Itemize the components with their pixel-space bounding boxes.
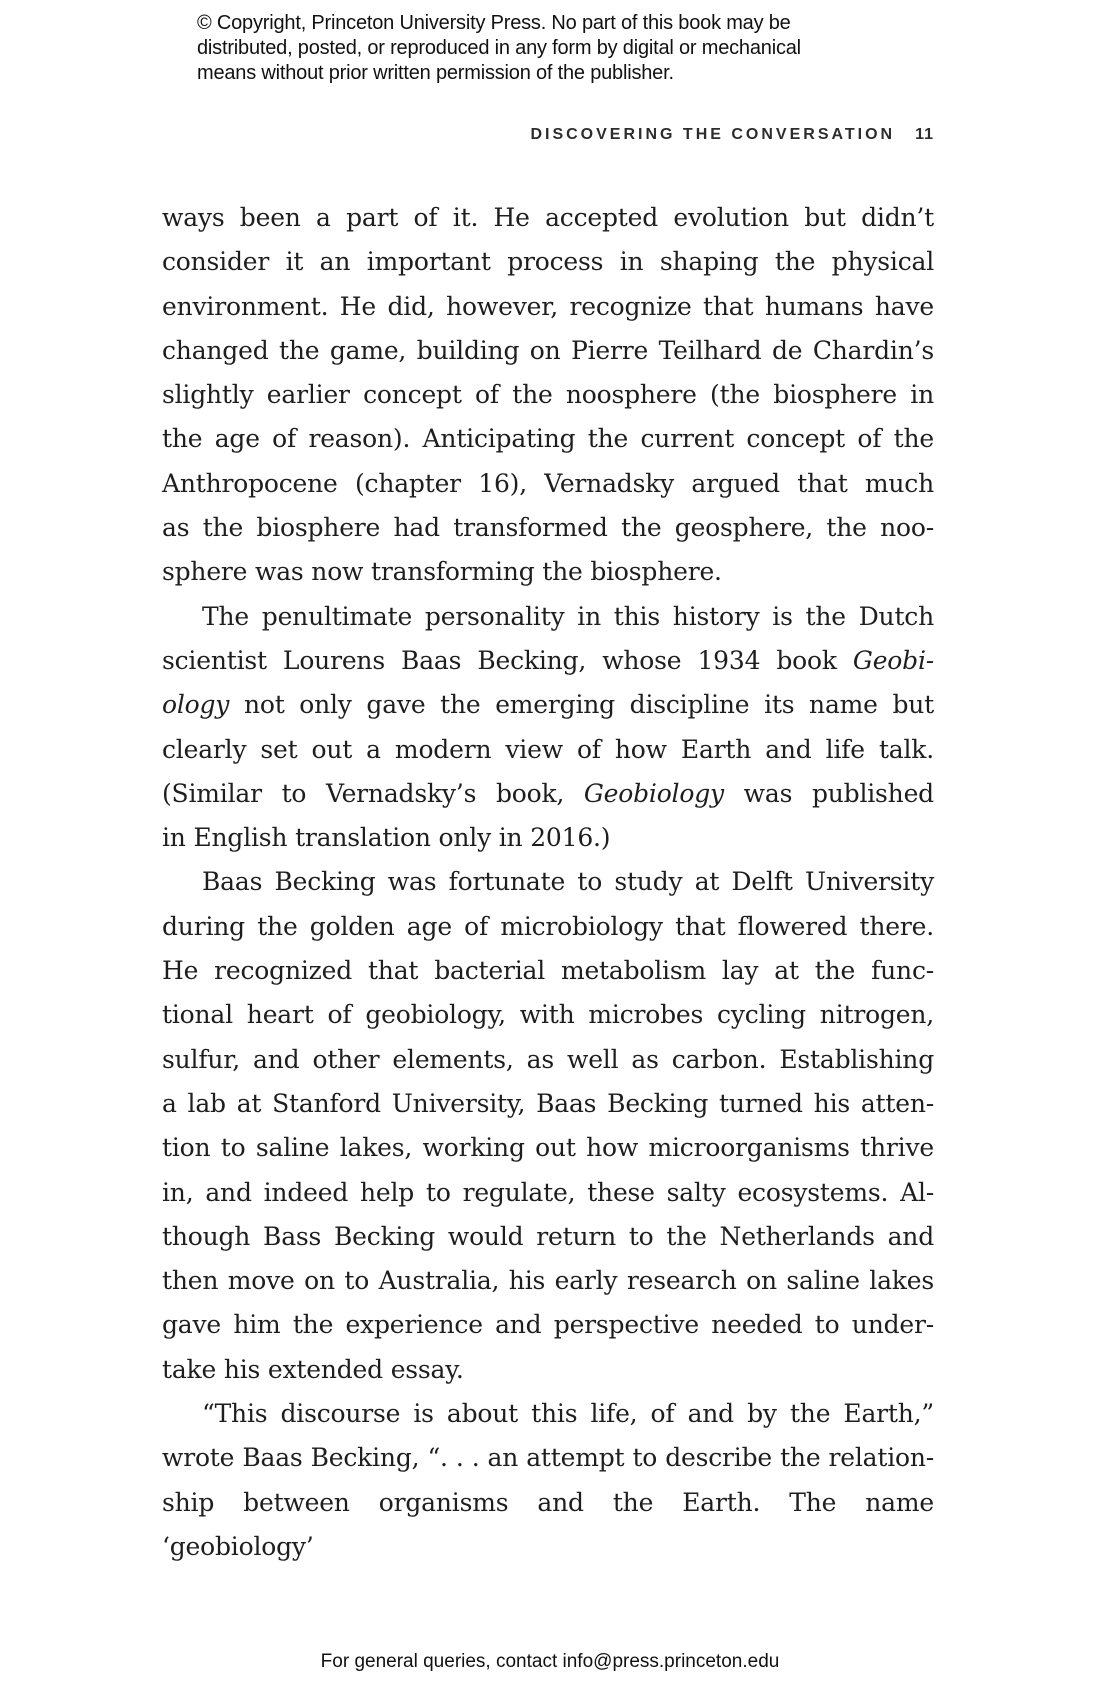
- text-line: [162, 905, 934, 949]
- text-run: tional heart of geobiology, with microbes cycling nitrogen,: [162, 1000, 934, 1030]
- running-head: [162, 126, 934, 144]
- text-line: [162, 1126, 934, 1170]
- text-run: as the biosphere had transformed the geosphere, the noo-: [162, 513, 934, 543]
- text-line: [162, 1215, 934, 1259]
- text-line: [162, 1038, 934, 1082]
- page-number: 11: [915, 126, 934, 143]
- body-text: [162, 196, 934, 1569]
- text-line: [162, 993, 934, 1037]
- text-run: Anthropocene (chapter 16), Vernadsky argued that much: [162, 468, 934, 498]
- text-run: was published: [723, 778, 934, 808]
- text-run: in English translation only in 2016.): [162, 823, 611, 853]
- text-line: [162, 550, 934, 594]
- text-run: ship between organisms and the Earth. The name ‘geobiology’: [162, 1487, 934, 1561]
- copyright-notice: [197, 11, 801, 86]
- text-line: [162, 285, 934, 329]
- text-run: not only gave the emerging discipline its name but: [229, 690, 934, 720]
- text-line: [162, 1082, 934, 1126]
- text-run: (Similar to Vernadsky’s book,: [162, 778, 584, 808]
- copyright-line: © Copyright, Princeton University Press. No part of this book may be: [197, 12, 791, 34]
- text-line: [162, 595, 934, 639]
- text-line: [162, 1259, 934, 1303]
- text-line: [162, 860, 934, 904]
- text-run: though Bass Becking would return to the Netherlands and: [162, 1221, 934, 1251]
- copyright-line: means without prior written permission of the publisher.: [197, 62, 674, 84]
- text-run: wrote Baas Becking, “. . . an attempt to describe the relation-: [162, 1443, 934, 1473]
- text-run: He recognized that bacterial metabolism lay at the func-: [162, 956, 934, 986]
- text-line: [162, 196, 934, 240]
- text-line: [162, 329, 934, 373]
- text-run: consider it an important process in shaping the physical: [162, 247, 934, 277]
- italic-text-run: Geobiology: [583, 778, 724, 808]
- text-line: [162, 728, 934, 772]
- text-line: [162, 462, 934, 506]
- text-line: [162, 683, 934, 727]
- text-run: Baas Becking was fortunate to study at Delft University: [202, 867, 934, 897]
- text-line: [162, 1303, 934, 1347]
- copyright-line: distributed, posted, or reproduced in any form by digital or mechanical: [197, 37, 801, 59]
- text-line: [162, 1348, 934, 1392]
- text-line: [162, 1481, 934, 1570]
- text-line: [162, 1392, 934, 1436]
- text-line: [162, 1436, 934, 1480]
- text-run: clearly set out a modern view of how Earth and life talk.: [162, 734, 934, 764]
- text-run: then move on to Australia, his early research on saline lakes: [162, 1266, 934, 1296]
- text-run: take his extended essay.: [162, 1354, 464, 1384]
- text-run: the age of reason). Anticipating the current concept of the: [162, 424, 934, 454]
- text-run: a lab at Stanford University, Baas Becking turned his atten-: [162, 1088, 934, 1118]
- footer-query-note: For general queries, contact info@press.princeton.edu: [320, 1651, 780, 1672]
- text-line: [162, 506, 934, 550]
- text-run: environment. He did, however, recognize that humans have: [162, 291, 934, 321]
- italic-text-run: Geobi-: [852, 645, 934, 675]
- text-line: [162, 417, 934, 461]
- text-run: sphere was now transforming the biosphere.: [162, 557, 722, 587]
- text-line: [162, 240, 934, 284]
- text-run: gave him the experience and perspective needed to under-: [162, 1310, 934, 1340]
- text-run: changed the game, building on Pierre Teilhard de Chardin’s: [162, 335, 934, 365]
- text-run: in, and indeed help to regulate, these salty ecosystems. Al-: [162, 1177, 934, 1207]
- text-line: [162, 639, 934, 683]
- text-run: tion to saline lakes, working out how microorganisms thrive: [162, 1133, 934, 1163]
- text-run: during the golden age of microbiology that flowered there.: [162, 911, 934, 941]
- text-line: [162, 949, 934, 993]
- text-run: ways been a part of it. He accepted evolution but didn’t: [162, 203, 934, 232]
- text-line: [162, 816, 934, 860]
- text-run: slightly earlier concept of the noosphere (the biosphere in: [162, 380, 934, 410]
- text-run: sulfur, and other elements, as well as carbon. Establishing: [162, 1044, 934, 1074]
- text-line: [162, 772, 934, 816]
- text-line: [162, 1171, 934, 1215]
- italic-text-run: ology: [162, 690, 230, 720]
- text-line: [162, 373, 934, 417]
- text-run: “This discourse is about this life, of and by the Earth,”: [202, 1399, 934, 1429]
- text-run: scientist Lourens Baas Becking, whose 1934 book: [162, 645, 853, 675]
- text-run: The penultimate personality in this history is the Dutch: [202, 601, 934, 631]
- running-head-title: DISCOVERING THE CONVERSATION: [530, 126, 896, 143]
